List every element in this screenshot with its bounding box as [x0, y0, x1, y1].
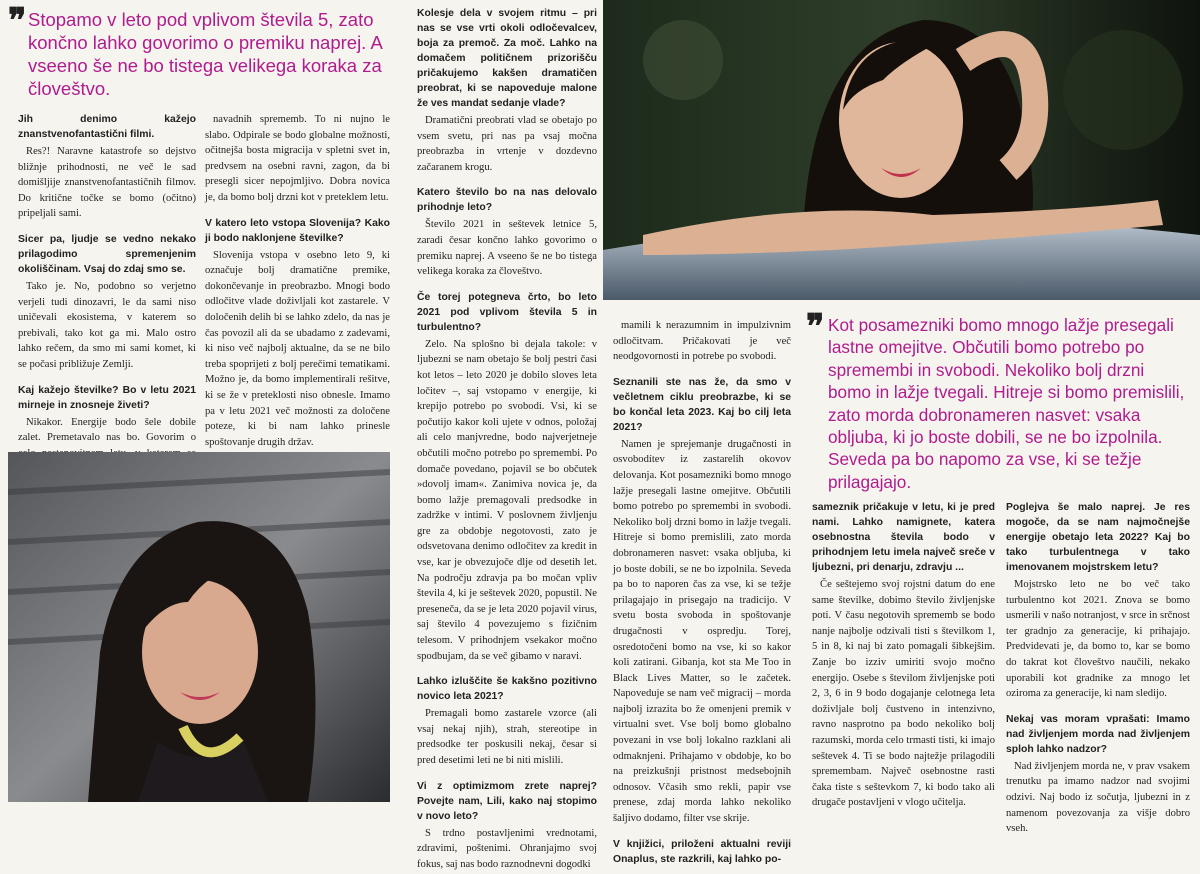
answer-paragraph: mamili k nerazumnim in impulzivnim odločitvam. Pričakovati je več neodgovornosti in potrebe po svobodi.	[613, 320, 791, 363]
answer-paragraph: Dramatični preobrati vlad se obetajo po vsem svetu, pri nas pa vsaj močna preobrazba in vrtenje v dozdevno začaranem krogu.	[417, 115, 597, 173]
pull-quote-mid-text: Kot posamezniki bomo mnogo lažje presegali lastne omejitve. Občutili bomo potrebo po spremembi in svobodi. Nekoliko bolj drzni bomo in lažje tvegali. Hitreje si bomo premislili, zato morda dobronameren nasvet: vsaka obljuba, ki jo boste dobili, se ne bo izpolnila. Seveda pa bo napomo za vse, ki se težje prilagajajo.	[828, 315, 1185, 492]
answer-paragraph: Nad življenjem morda ne, v prav vsakem trenutku pa imamo nadzor nad svojimi odzivi. Naj bodo iz sočutja, ljubezni in z namenom povezovanja za višje dobro vseh.	[1006, 760, 1190, 835]
article-column-6	[1006, 500, 1190, 839]
portrait-photo-top	[603, 0, 1200, 300]
question-paragraph: sameznik pričakuje v letu, ki je pred nami. Lahko namignete, katera osebnostna števila bodo v prihodnjem letu imela največ sreče v ljubezni, pri denarju, zdravju ...	[812, 502, 995, 573]
question-paragraph: Kaj kažejo številke? Bo v letu 2021 mirneje in znosneje živeti?	[18, 384, 196, 411]
article-column-4	[613, 318, 791, 869]
question-paragraph: V knjižici, priloženi aktualni reviji Onaplus, ste razkrili, kaj lahko po-	[613, 838, 791, 865]
question-paragraph: Lahko izluščite še kakšno pozitivno novico leta 2021?	[417, 676, 597, 703]
pull-quote-mid	[806, 309, 1186, 493]
question-paragraph: Katero število bo na nas delovalo prihodnje leto?	[417, 187, 597, 214]
question-paragraph: V katero leto vstopa Slovenija? Kako ji bodo naklonjene številke?	[205, 217, 390, 244]
pull-quote-top-text: Stopamo v leto pod vplivom števila 5, zato končno lahko govorimo o premiku naprej. A vseeno še ne bo tistega velikega koraka za človeštvo.	[28, 9, 382, 99]
answer-paragraph: Tako je. No, podobno so verjetno verjeli tudi dinozavri, le da sami niso uničevali ekosistema, v katerem so prebivali, tako kot ga mi. Malo ostro lahko rečem, da smo mi sami komet, ki se počasi približuje Zemlji.	[18, 280, 196, 370]
article-column-5	[812, 500, 995, 813]
question-paragraph: Poglejva še malo naprej. Je res mogoče, da se nam najmočnejše energije obetajo leta 2022? Kaj bo tako turbulentnega v tako imenovanem mojstrskem letu?	[1006, 502, 1190, 573]
answer-paragraph: navadnih sprememb. To ni nujno le slabo. Odpirale se bodo globalne možnosti, očitnejša bosta migracija v spletni svet in, predvsem na osebni ravni, zagon, da bi presegli sicer nepojmljivo. Dobra novica je, da bomo bolj drzni kot v preteklem letu.	[205, 114, 390, 203]
answer-paragraph: S trdno postavljenimi vrednotami, zdravimi, poštenimi. Ohranjajmo svoj fokus, saj nas bodo raznodnevni dogodki	[417, 827, 597, 870]
question-paragraph: Vi z optimizmom zrete naprej? Povejte nam, Lili, kako naj stopimo v novo leto?	[417, 780, 597, 822]
answer-paragraph: Res?! Naravne katastrofe so dejstvo bližnje prihodnosti, ne več le sad domišljije znanstvenofantastičnih filmov. Do kritične točke se bomo (očitno) pripeljali sami.	[18, 146, 196, 220]
pull-quote-top	[8, 3, 388, 100]
answer-paragraph: Premagali bomo zastarele vzorce (ali vsaj nekaj njih), strah, stereotipe in predsodke ter poskusili nekaj, česar si pred desetimi leti ne bi niti mislili.	[417, 708, 597, 766]
question-paragraph: Kolesje dela v svojem ritmu – pri nas se vse vrti okoli odločevalcev, boja za premoč. Za moč. Lahko na domačem političnem prizorišču pričakujemo kakšen dramatičen preobrat, ki se napoveduje malone že ves mandat sedanje vlade?	[417, 8, 597, 109]
answer-paragraph: Nikakor. Energije bodo šele dobile zalet. Premetavalo nas bo. Govorim o	[18, 416, 196, 444]
answer-paragraph: Zelo. Na splošno bi dejala takole: v ljubezni se nam obetajo še bolj pestri časi kot letos – leto 2020 je dobilo sloves leta ločitev –, saj vstopamo v energije, ki krepijo potrebo po svobodi. Vsi, ki se počutijo kakor koli ujete v odnos, položaj ali celo manjvredne, bodo najverjetneje občutili močno potrebo po spremembi. Po domače povedano, pojavil se bo občutek »dovolj imam«. Zanimiva novica je, da bomo lažje premagovali predsodke in zadržke v intimi. V poslovnem življenju gre za obdobje negotovosti, zato je odsvetovana denimo odločitev za kredit in vse, kar je obvezujoče dlje od desetih let. Na področju zdravja pa bo močan vpliv števila 4, ki je seštevek 2020, popustil. Ne preseneča, da se je leta 2020 pojavil virus, saj število 4 povezujemo s fizičnim telesom. V prihodnjem vsekakor močno spodbujam, da se več gibamo v naravi.	[417, 338, 597, 662]
article-column-1	[18, 112, 196, 495]
article-column-3	[417, 6, 597, 874]
article-column-2	[205, 112, 390, 452]
portrait-photo-bottom	[8, 452, 390, 802]
question-paragraph: Nekaj vas moram vprašati: Imamo nad življenjem morda nad življenjem sploh lahko nadzor?	[1006, 713, 1190, 755]
answer-paragraph: Število 2021 in seštevek letnice 5, zaradi česar končno lahko govorimo o premiku naprej. A vseeno še ne bo tistega velikega koraka za človeštvo.	[417, 219, 597, 278]
answer-paragraph: Če seštejemo svoj rojstni datum do ene same številke, dobimo število življenjske poti. V času negotovih sprememb se bodo nanje najbolje odzivali tisti s številkom 1, 5 in 8, ki naj bi zato pomagali šibkejšim. Zanje bo izziv umiriti svojo močno energijo. Osebe s številom življenjske poti 2, 3, 6 in 9 bodo dogajanje celotnega leta doživljale bolj čustveno in intenzivno, ravno nasprotno pa bodo nekoliko bolj razumski, morda celo trmasti tisti, ki imajo seštevek 4. Ti se bodo najtežje prilagodili spremembam. Največ osebnostne rasti čaka tiste s seštevkom 7, ki bodo tako ali drugače postavljeni v vlogo učitelja.	[812, 579, 995, 809]
quote-mark-icon: ❞	[8, 3, 27, 40]
question-paragraph: Jih denimo kažejo znanstvenofantastični filmi.	[18, 114, 196, 140]
answer-paragraph: Namen je sprejemanje drugačnosti in osvobodítev iz zastarelih okovov delovanja. Kot posamezniki bomo mnogo lažje presegali lastne omejitve. Občutili bomo potrebo po spremembi in svobodi. Nekoliko bolj drzni bomo in lažje tvegali. Hitreje si bomo premislili, zato morda dobronameren nasvet: vsaka obljuba, ki jo boste dobili, se ne bo izpolnila. Seveda pa bo to naporen čas za vse, ki se težje prilagajajo in prisegajo na tradicijo. V svetu bosta svoboda in spoštovanje drugačnosti v ospredju. Torej, osredotočeni bomo na vse, ki so kakor koli zatirani. Gibanja, kot sta Me Too in Black Lives Matter, so le začetek. Napoveduje se nam več migracij – morda najbolj izrazita bo že omenjeni premik v virtualni svet. Vse bolj bomo globalno povezani in vse bolj lokalno razklani ali odmaknjeni. Prihajamo v obdobje, ko bo na preizkušnji pristnost medsebojnih odnosov. Včasih smo rekli, papir vse prenese, zdaj morda lahko nekoliko šaljivo dodamo, filter vse skrije.	[613, 438, 791, 825]
answer-paragraph: Mojstrsko leto ne bo več tako turbulentno kot 2021. Znova se bomo usmerili v našo notranjost, v srce in srčnost ter gradnjo za generacije, ki prihajajo. Predvidevati je, da bomo to, kar se bomo do takrat kot človeštvo naučili, nekako uporabili kot gradnike za mnogo let oziroma za generacije, ki nam sledijo.	[1006, 579, 1190, 700]
quote-mark-icon: ❞	[806, 309, 825, 346]
question-paragraph: Če torej potegneva črto, bo leto 2021 pod vplivom števila 5 in turbulentno?	[417, 291, 597, 333]
question-paragraph: Seznanili ste nas že, da smo v večletnem ciklu preobrazbe, ki se bo končal leta 2023. Kaj bo cilj leta 2021?	[613, 376, 791, 433]
question-paragraph: Sicer pa, ljudje se vedno nekako prilagodimo spremenjenim okoliščinam. Vsaj do zdaj smo se.	[18, 233, 196, 275]
answer-paragraph: Slovenija vstopa v osebno leto 9, ki označuje bolj dramatične premike, dokončevanje in preobrazbo. Mnogi bodo odločitve vlade doživljali kot zastarele. V določenih delih bi se lahko zdelo, da nas je čas povozil ali da se ubadamo z zadevami, ki niso več najbolj aktualne, da se ne bilo treba spoprijeti z bolj perečimi tematikami. Možno je, da bomo implementirali rešitve, ki se že v preteklosti niso obnesle. Imamo pa v letu 2021 več možnosti za določene poteze, ki bi nam lahko prinesle spoštovanje drugih držav.	[205, 249, 390, 448]
